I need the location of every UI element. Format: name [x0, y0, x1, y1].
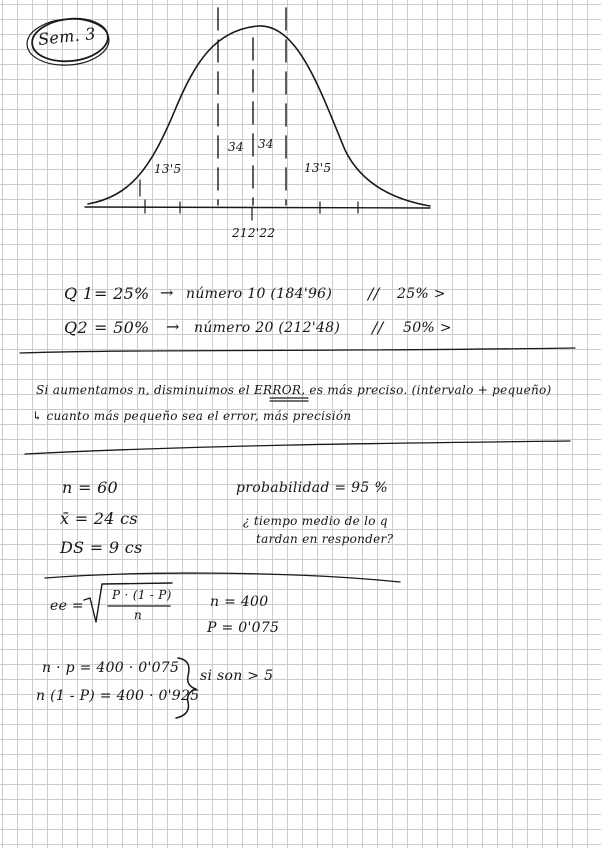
question-line-2: tardan en responder? [256, 532, 394, 546]
check-line-2: n (1 - P) = 400 · 0'925 [36, 688, 200, 704]
q1-label: Q 1 [64, 284, 94, 303]
divider-2 [25, 441, 570, 454]
sample-size: n = 60 [62, 478, 119, 497]
sample-mean: x̄ = 24 cs [60, 509, 138, 528]
check-line-1: n · p = 400 · 0'075 [42, 660, 180, 676]
sample-sd: DS = 9 cs [60, 538, 143, 557]
q2-arrow: → [166, 317, 180, 336]
probability: probabilidad = 95 % [236, 480, 388, 496]
q2-label: Q2 [64, 318, 88, 337]
q1-percent: = 25% [94, 284, 150, 303]
curve-right-tail-label: 13'5 [304, 161, 332, 175]
q2-sep: // [372, 318, 384, 337]
question-line-1: ¿ tiempo medio de lo q [243, 514, 388, 528]
formula-numerator: P · (1 - P) [112, 588, 172, 602]
q2-right: 50% > [403, 320, 452, 336]
q2-percent: = 50% [94, 318, 150, 337]
formula-lhs: ee = [50, 598, 84, 614]
page-title: Sem. 3 [37, 24, 97, 49]
normal-curve [88, 26, 430, 206]
divider-1 [20, 348, 575, 353]
divider-3 [45, 573, 400, 582]
curve-mean-label: 212'22 [232, 226, 276, 240]
q1-arrow: → [160, 283, 174, 302]
formula-p-value: P = 0'075 [207, 620, 280, 636]
formula-n-value: n = 400 [210, 594, 269, 610]
x-axis [85, 207, 430, 208]
q1-sep: // [368, 284, 380, 303]
note-line-2: ↳ cuanto más pequeño sea el error, más precisión [32, 409, 352, 423]
q1-right: 25% > [397, 286, 446, 302]
q1-text: número 10 (184'96) [186, 286, 333, 302]
curve-center-right-label: 34 [258, 137, 274, 151]
note-line-1: Si aumentamos n, disminuimos el ERROR, es más preciso. (intervalo + pequeño) [36, 383, 552, 397]
check-result: si son > 5 [200, 668, 274, 684]
q2-text: número 20 (212'48) [194, 320, 341, 336]
curve-center-left-label: 34 [228, 140, 244, 154]
formula-denominator: n [134, 608, 143, 622]
curve-left-tail-label: 13'5 [154, 162, 182, 176]
